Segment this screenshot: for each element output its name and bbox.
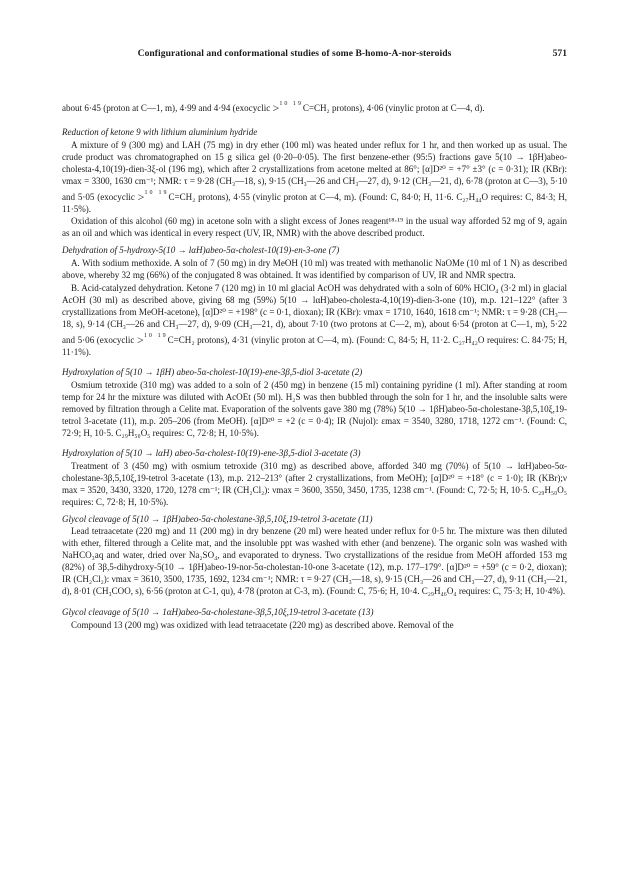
section-title-hydroxylation-3: Hydroxylation of 5(10 → lαH) abeo-5α-cholest-10(19)-ene-3β,5-diol 3-acetate (3) — [62, 448, 361, 459]
glycol-cleavage-13-paragraph: Compound 13 (200 mg) was oxidized with lead tetraacetate (220 mg) as described above. Removal of the — [71, 619, 454, 630]
exocyclic-methylene-symbol: >$^{10 19}$C=CH — [272, 101, 327, 115]
section-title-reduction: Reduction of ketone 9 with lithium aluminium hydride — [62, 127, 258, 138]
page-header — [62, 48, 567, 64]
section-title-glycol-cleavage-13: Glycol cleavage of 5(10 → 1αH)abeo-5α-cholestane-3β,5,10ξ,19-tetrol 3-acetate (13) — [62, 606, 374, 617]
journal-page — [62, 48, 567, 631]
intro-text-a: about 6·45 (proton at C—1, m), 4·99 and 4·94 (exocyclic — [62, 103, 271, 113]
running-title: Configurational and conformational studies of some B-homo-A-nor-steroids — [137, 48, 452, 59]
intro-text-b: ₂ protons), 4·06 (vinylic proton at — [326, 103, 449, 113]
intro-text-c: C—4, d). — [450, 103, 485, 113]
dehydration-methoxide-paragraph: A. With sodium methoxide. A soln of 7 (50 mg) in dry MeOH (10 ml) was treated with methanolic NaOMe (10 ml of 1 N) as described above, whereby 32 mg (66%) of the conjugated 8 was obtained. It was identified by comparison of UV, IR and NMR spectra. — [62, 258, 567, 281]
article-body — [62, 98, 567, 631]
reduction-paragraph: A mixture of 9 (300 mg) and LAH (75 mg) in dry ether (100 ml) was heated under reflux for 1 hr, and then worked up as usual. The crude product was chromatographed on 15 g silica gel (0·20–0·05). The first benzene-ether (95:5) fractions gave 5(10 → 1βH)abeo-cholesta-4,10(19)-dien-3ξ-ol (196 mg), which after 2 crystallizations from acetone melted at 86°; [α]D²⁰ = +7° ±3° (c = 0·31); IR (KBr): νmax = 3300, 1630 cm⁻¹; NMR: τ = 9·28 (CH₃—18, s), 9·15 (CH₃—26 and CH₃—27, d), 9·12 (CH₃—21, d), 6·78 (proton at C—3), 5·10 and 5·05 (exocyclic >$^{10 19}$C=CH₂ protons), 4·55 (vinylic proton at C—4, m). (Found: C, 84·0; H, 11·6. C₂₇H₄₄O requires: C, 84·3; H, 11·5%). — [62, 140, 568, 215]
hydroxylation-2-paragraph: Osmium tetroxide (310 mg) was added to a soln of 2 (450 mg) in benzene (15 ml) containing pyridine (1 ml). After standing at room temp for 24 hr the mixture was diluted with AcOEt (50 ml). H₂S was then bubbled through the soln for 1 hr, and the insoluble salts were removed by filtration through a Celite mat. Evaporation of the solvents gave 380 mg (78%) 5(10 → 1βH)abeo-5α-cholestane-3β,5,10ξ,19-tetrol 3-acetate (11), m.p. 205–206 (from MeOH). [α]D²⁰ = +2 (c = 0·4); IR (Nujol): εmax = 3540, 3280, 1718, 1272 cm⁻¹. (Found: C, 72·9; H, 10·5. C₂₉H₅₀O₅ requires: C, 72·8; H, 10·5%). — [62, 379, 567, 438]
section-title-hydroxylation-2: Hydroxylation of 5(10 → 1βH) abeo-5α-cholest-10(19)-ene-3β,5-diol 3-acetate (2) — [62, 366, 363, 377]
exocyclic-methylene-symbol: >$^{10 19}$C=CH — [137, 332, 192, 347]
exocyclic-methylene-symbol: >$^{10 19}$C=CH — [137, 190, 193, 205]
glycol-cleavage-11-paragraph: Lead tetraacetate (220 mg) and 11 (200 mg) in dry benzene (20 ml) were heated under reflux for 0·5 hr. The mixture was then diluted with ether, filtered through a Celite mat, and the insoluble ppt was washed with ether (and benzene). The organic soln was washed with NaHCO₃aq and water, dried over Na₂SO₄, and evaporated to dryness. Two crystallizations of the residue from MeOH afforded 153 mg (82%) of 3β,5-dihydroxy-5(10 → 1βH)abeo-19-nor-5α-cholestan-10-one 3-acetate (12), m.p. 177–179°. [α]D²⁰ = +59° (c = 0·2, dioxan); IR (CH₂Cl₂): νmax = 3610, 3500, 1735, 1692, 1234 cm⁻¹; NMR: τ = 9·27 (CH₃—18, s), 9·15 (CH₃—26 and CH₃—27, d), 9·11 (CH₃—21, d), 8·01 (CH₃COO, s), 6·56 (proton at C-1, qu), 4·78 (proton at C-3, m). (Found: C, 75·6; H, 10·4. C₂₉H₄₆O₄ requires: C, 75·3; H, 10·4%). — [62, 526, 567, 596]
page-number: 571 — [552, 48, 567, 59]
oxidation-paragraph: Oxidation of this alcohol (60 mg) in acetone soln with a slight excess of Jones reagent¹⁸·¹⁹ in the usual way afforded 52 mg of 9, again as an oil and which was identical in every respect (UV, IR, NMR) with the above described product. — [62, 216, 567, 239]
section-title-glycol-cleavage-11: Glycol cleavage of 5(10 → 1βH)abeo-5α-cholestane-3β,5,10ξ,19-tetrol 3-acetate (11) — [62, 514, 373, 525]
dehydration-acid-paragraph: B. Acid-catalyzed dehydration. Ketone 7 (120 mg) in 10 ml glacial AcOH was dehydrated with a soln of 60% HClO₄ (3·2 ml) in glacial AcOH (30 ml) as described above, giving 68 mg (59%) 5(10 → lαH)abeo-cholesta-4,10(19)-dien-3-one (10), m.p. 121–122° (after 3 crystallizations from MeOH-acetone), [α]D²⁰ = +198° (c = 0·1, dioxan); IR (KBr): νmax = 1710, 1640, 1618 cm⁻¹; NMR: τ = 9·28 (CH₃—18, s), 9·14 (CH₃—26 and CH₃—27, d), 9·09 (CH₃—21, d), about 7·10 (two protons at C—2, m), about 6·54 (proton at C—1, m), 5·22 and 5·06 (exocyclic >$^{10 19}$C=CH₂ protons), 4·31 (vinylic proton at C—4, m). (Found: C, 84·5; H, 11·2. C₂₇H₄₂O requires: C. 84·75; H, 11·1%). — [62, 282, 568, 357]
hydroxylation-3-paragraph: Treatment of 3 (450 mg) with osmium tetroxide (310 mg) as described above, afforded 340 mg (70%) of 5(10 → lαH)abeo-5α-cholestane-3β,5,10ξ,19-tetrol 3-acetate (13), m.p. 212–213° (after 2 crystallizations, from MeOH); [α]D²⁰ = +18° (c = 1·0); IR (KBr);ν max = 3520, 3430, 3320, 1720, 1278 cm⁻¹; IR (CH₂Cl₂): νmax = 3600, 3550, 3450, 1735, 1238 cm⁻¹. (Found: C, 72·5; H, 10·5. C₂₉H₅₀O₅ requires: C, 72·8; H, 10·5%). — [62, 461, 567, 508]
section-title-dehydration: Dehydration of 5-hydroxy-5(10 → lαH)abeo-5α-cholest-10(19)-en-3-one (7) — [62, 245, 340, 256]
intro-paragraph — [62, 98, 567, 114]
